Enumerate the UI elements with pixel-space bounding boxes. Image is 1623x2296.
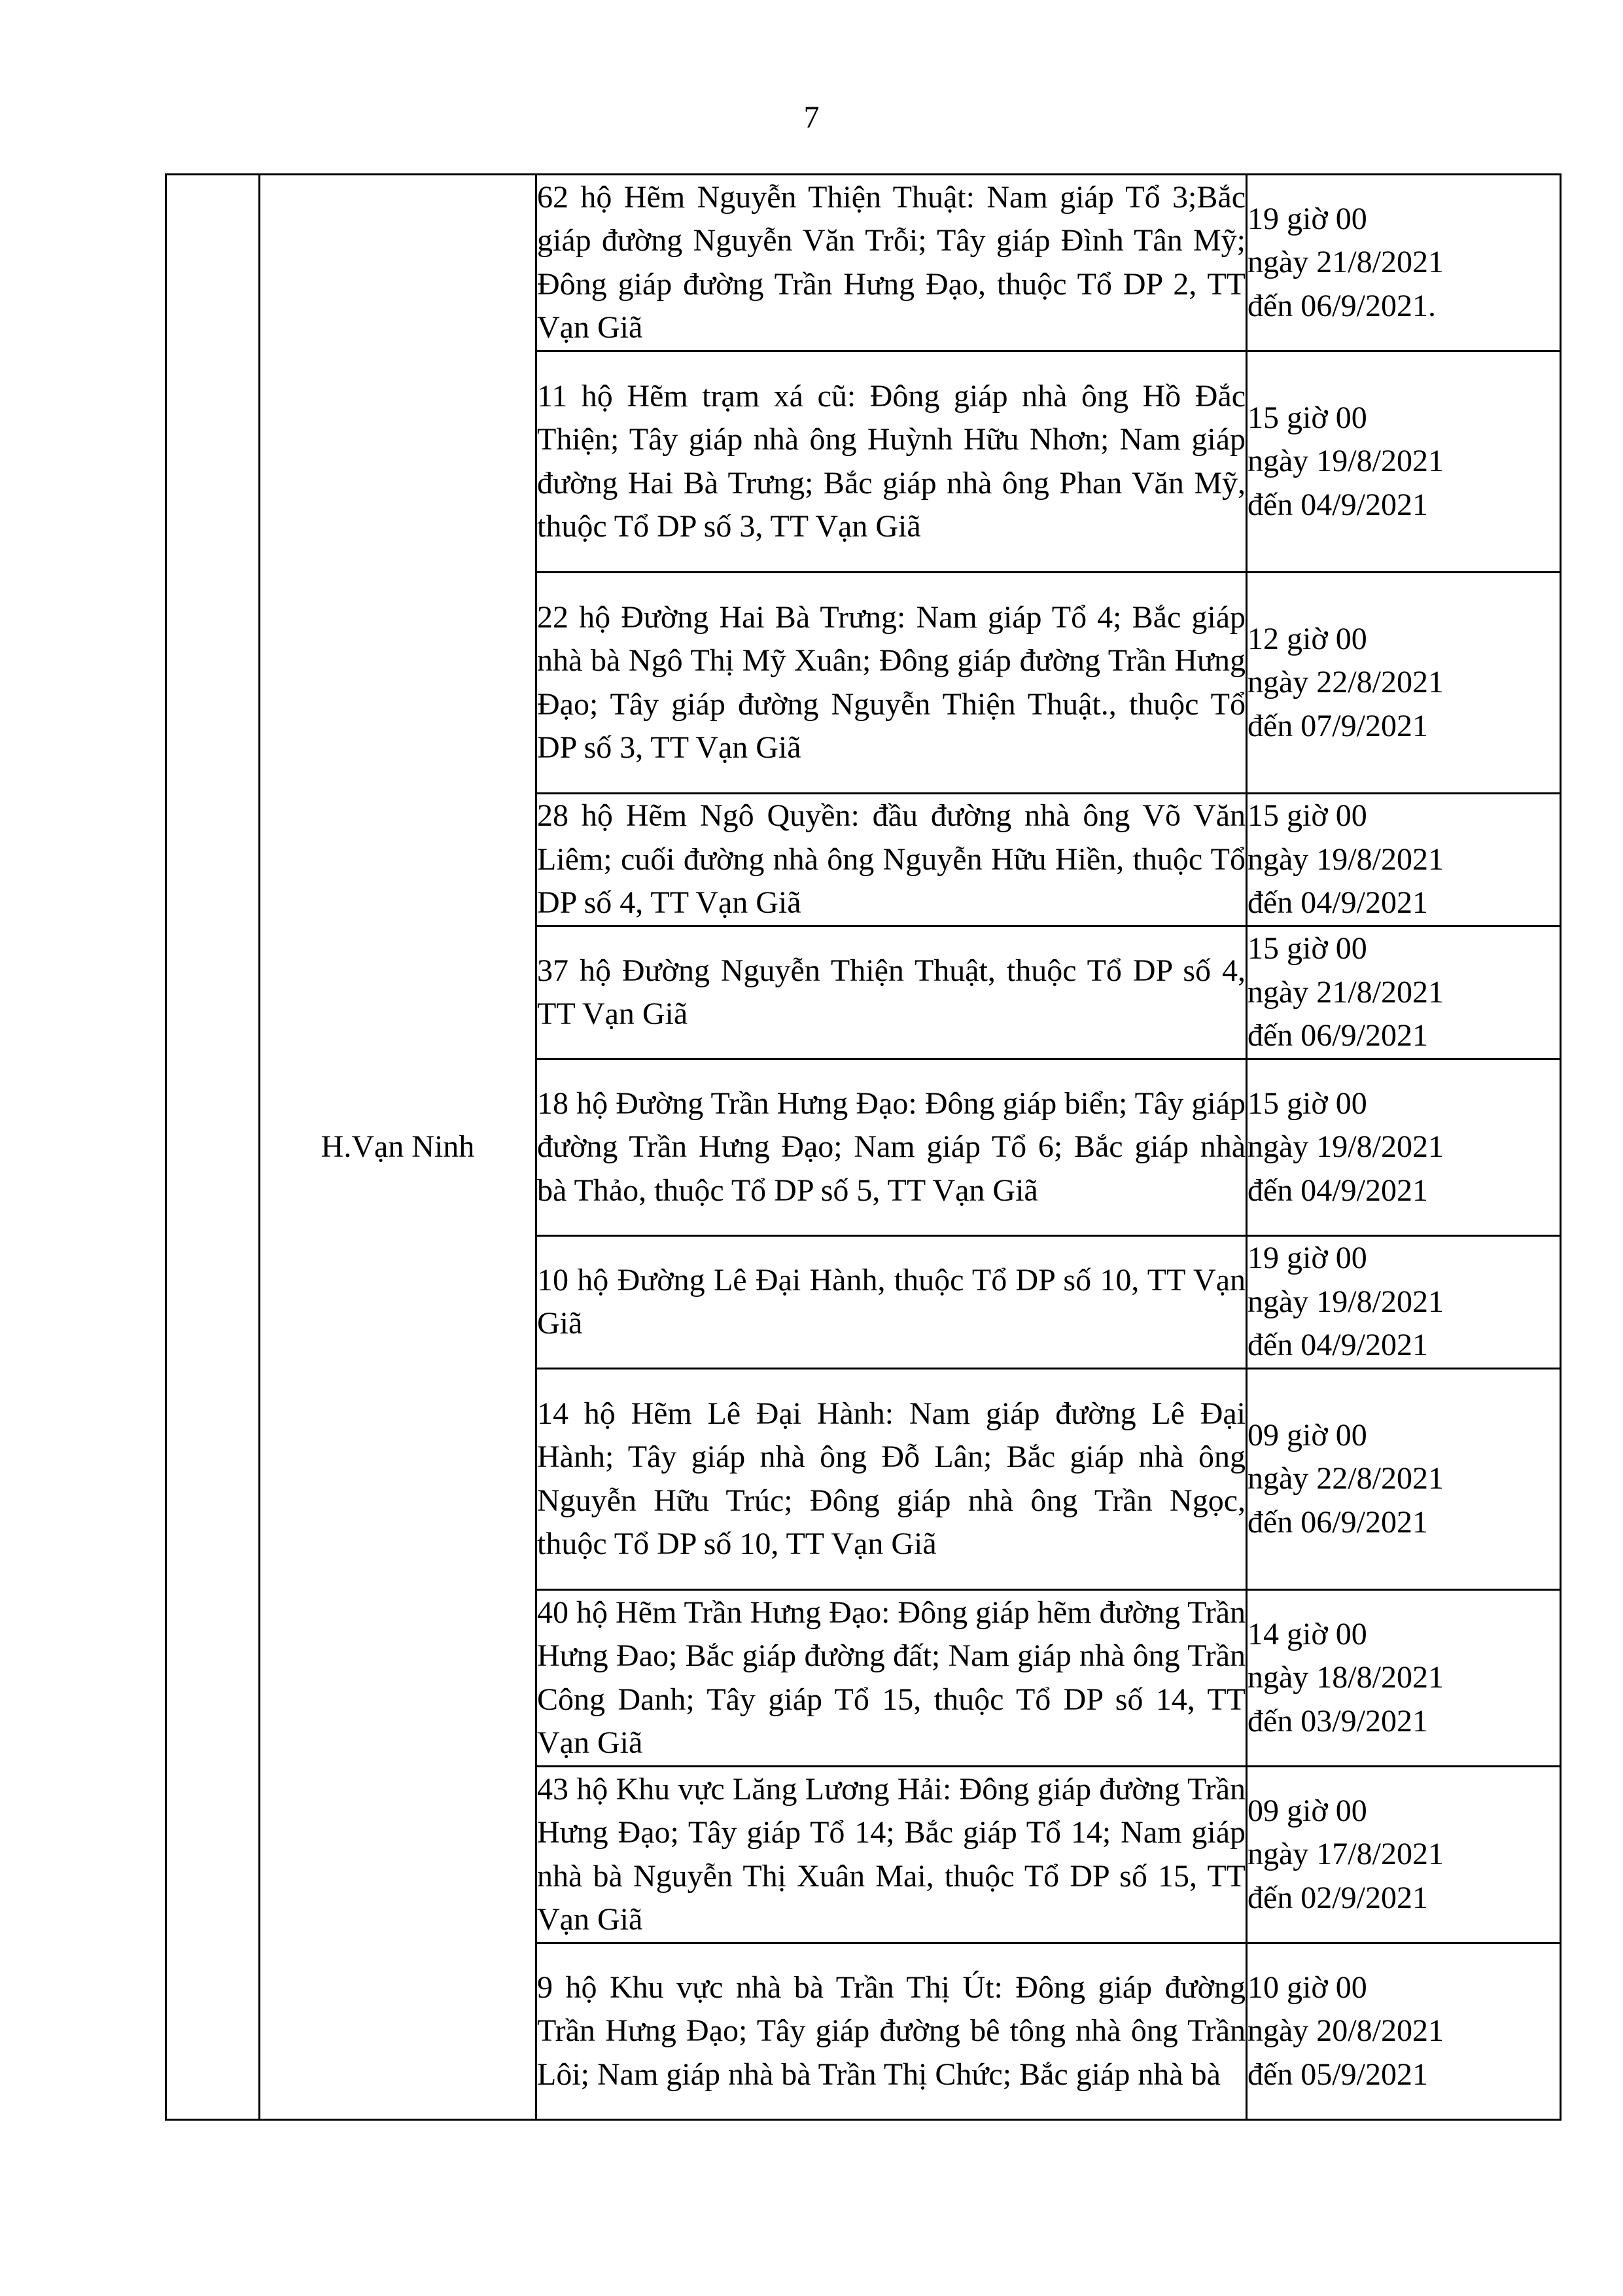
area-description: 37 hộ Đường Nguyễn Thiện Thuật, thuộc Tổ DP số 4, TT Vạn Giã [536, 927, 1247, 1059]
lockdown-period [1247, 1943, 1561, 2120]
start-date: ngày 19/8/2021 [1248, 1129, 1444, 1165]
end-date: đến 06/9/2021. [1248, 288, 1436, 323]
start-time: 15 giờ 00 [1248, 798, 1367, 834]
end-date: đến 06/9/2021 [1248, 1504, 1428, 1540]
start-date: ngày 22/8/2021 [1248, 665, 1444, 700]
start-date: ngày 18/8/2021 [1248, 1660, 1444, 1695]
area-description: 9 hộ Khu vực nhà bà Trần Thị Út: Đông giáp đường Trần Hưng Đạo; Tây giáp đường bê tông nhà ông Trần Lôi; Nam giáp nhà bà Trần Thị Chức; Bắc giáp nhà bà [536, 1943, 1247, 2120]
lockdown-period [1247, 1059, 1561, 1236]
start-date: ngày 17/8/2021 [1248, 1837, 1444, 1872]
start-date: ngày 21/8/2021 [1248, 974, 1444, 1010]
end-date: đến 05/9/2021 [1248, 2057, 1428, 2092]
start-date: ngày 19/8/2021 [1248, 841, 1444, 877]
start-time: 09 giờ 00 [1248, 1793, 1367, 1828]
start-time: 09 giờ 00 [1248, 1417, 1367, 1453]
index-cell [166, 175, 260, 2120]
district-cell: H.Vạn Ninh [260, 175, 536, 2120]
lockdown-period [1247, 573, 1561, 794]
end-date: đến 07/9/2021 [1248, 708, 1428, 743]
end-date: đến 04/9/2021 [1248, 885, 1428, 921]
lockdown-period [1247, 1590, 1561, 1767]
quarantine-area-table [165, 173, 1562, 2121]
lockdown-period [1247, 1767, 1561, 1943]
lockdown-period [1247, 1236, 1561, 1369]
lockdown-period [1247, 927, 1561, 1059]
area-description: 11 hộ Hẽm trạm xá cũ: Đông giáp nhà ông Hồ Đắc Thiện; Tây giáp nhà ông Huỳnh Hữu Nhơn; Nam giáp đường Hai Bà Trưng; Bắc giáp nhà ông Phan Văn Mỹ, thuộc Tổ DP số 3, TT Vạn Giã [536, 351, 1247, 573]
start-date: ngày 19/8/2021 [1248, 444, 1444, 479]
start-time: 15 giờ 00 [1248, 1086, 1367, 1121]
end-date: đến 06/9/2021 [1248, 1018, 1428, 1053]
area-description: 40 hộ Hẽm Trần Hưng Đạo: Đông giáp hẽm đường Trần Hưng Đao; Bắc giáp đường đất; Nam giáp nhà ông Trần Công Danh; Tây giáp Tổ 15, thuộc Tổ DP số 14, TT Vạn Giã [536, 1590, 1247, 1767]
lockdown-period [1247, 1369, 1561, 1590]
end-date: đến 03/9/2021 [1248, 1703, 1428, 1739]
start-time: 19 giờ 00 [1248, 1241, 1367, 1276]
page-number: 7 [803, 100, 820, 135]
area-description: 22 hộ Đường Hai Bà Trưng: Nam giáp Tổ 4; Bắc giáp nhà bà Ngô Thị Mỹ Xuân; Đông giáp đường Trần Hưng Đạo; Tây giáp đường Nguyễn Thiện Thuật., thuộc Tổ DP số 3, TT Vạn Giã [536, 573, 1247, 794]
area-description: 28 hộ Hẽm Ngô Quyền: đầu đường nhà ông Võ Văn Liêm; cuối đường nhà ông Nguyễn Hữu Hiền, thuộc Tổ DP số 4, TT Vạn Giã [536, 794, 1247, 927]
lockdown-period [1247, 794, 1561, 927]
area-description: 18 hộ Đường Trần Hưng Đạo: Đông giáp biển; Tây giáp đường Trần Hưng Đạo; Nam giáp Tổ 6; Bắc giáp nhà bà Thảo, thuộc Tổ DP số 5, TT Vạn Giã [536, 1059, 1247, 1236]
start-time: 15 giờ 00 [1248, 400, 1367, 435]
end-date: đến 04/9/2021 [1248, 1173, 1428, 1208]
start-time: 14 giờ 00 [1248, 1616, 1367, 1651]
area-description: 14 hộ Hẽm Lê Đại Hành: Nam giáp đường Lê Đại Hành; Tây giáp nhà ông Đỗ Lân; Bắc giáp nhà ông Nguyễn Hữu Trúc; Đông giáp nhà ông Trần Ngọc, thuộc Tổ DP số 10, TT Vạn Giã [536, 1369, 1247, 1590]
end-date: đến 04/9/2021 [1248, 1328, 1428, 1363]
start-time: 12 giờ 00 [1248, 621, 1367, 656]
end-date: đến 02/9/2021 [1248, 1880, 1428, 1915]
end-date: đến 04/9/2021 [1248, 487, 1428, 522]
start-date: ngày 20/8/2021 [1248, 2013, 1444, 2049]
start-date: ngày 22/8/2021 [1248, 1461, 1444, 1496]
lockdown-period [1247, 351, 1561, 573]
start-time: 19 giờ 00 [1248, 201, 1367, 236]
start-time: 10 giờ 00 [1248, 1969, 1367, 2005]
start-time: 15 giờ 00 [1248, 931, 1367, 966]
lockdown-period [1247, 175, 1561, 351]
area-description: 62 hộ Hẽm Nguyễn Thiện Thuật: Nam giáp Tổ 3;Bắc giáp đường Nguyễn Văn Trỗi; Tây giáp Đình Tân Mỹ; Đông giáp đường Trần Hưng Đạo, thuộc Tổ DP 2, TT Vạn Giã [536, 175, 1247, 351]
area-description: 43 hộ Khu vực Lăng Lương Hải: Đông giáp đường Trần Hưng Đạo; Tây giáp Tổ 14; Bắc giáp Tổ 14; Nam giáp nhà bà Nguyễn Thị Xuân Mai, thuộc Tổ DP số 15, TT Vạn Giã [536, 1767, 1247, 1943]
area-description: 10 hộ Đường Lê Đại Hành, thuộc Tổ DP số 10, TT Vạn Giã [536, 1236, 1247, 1369]
table-row [166, 175, 1561, 351]
start-date: ngày 21/8/2021 [1248, 245, 1444, 280]
start-date: ngày 19/8/2021 [1248, 1284, 1444, 1319]
